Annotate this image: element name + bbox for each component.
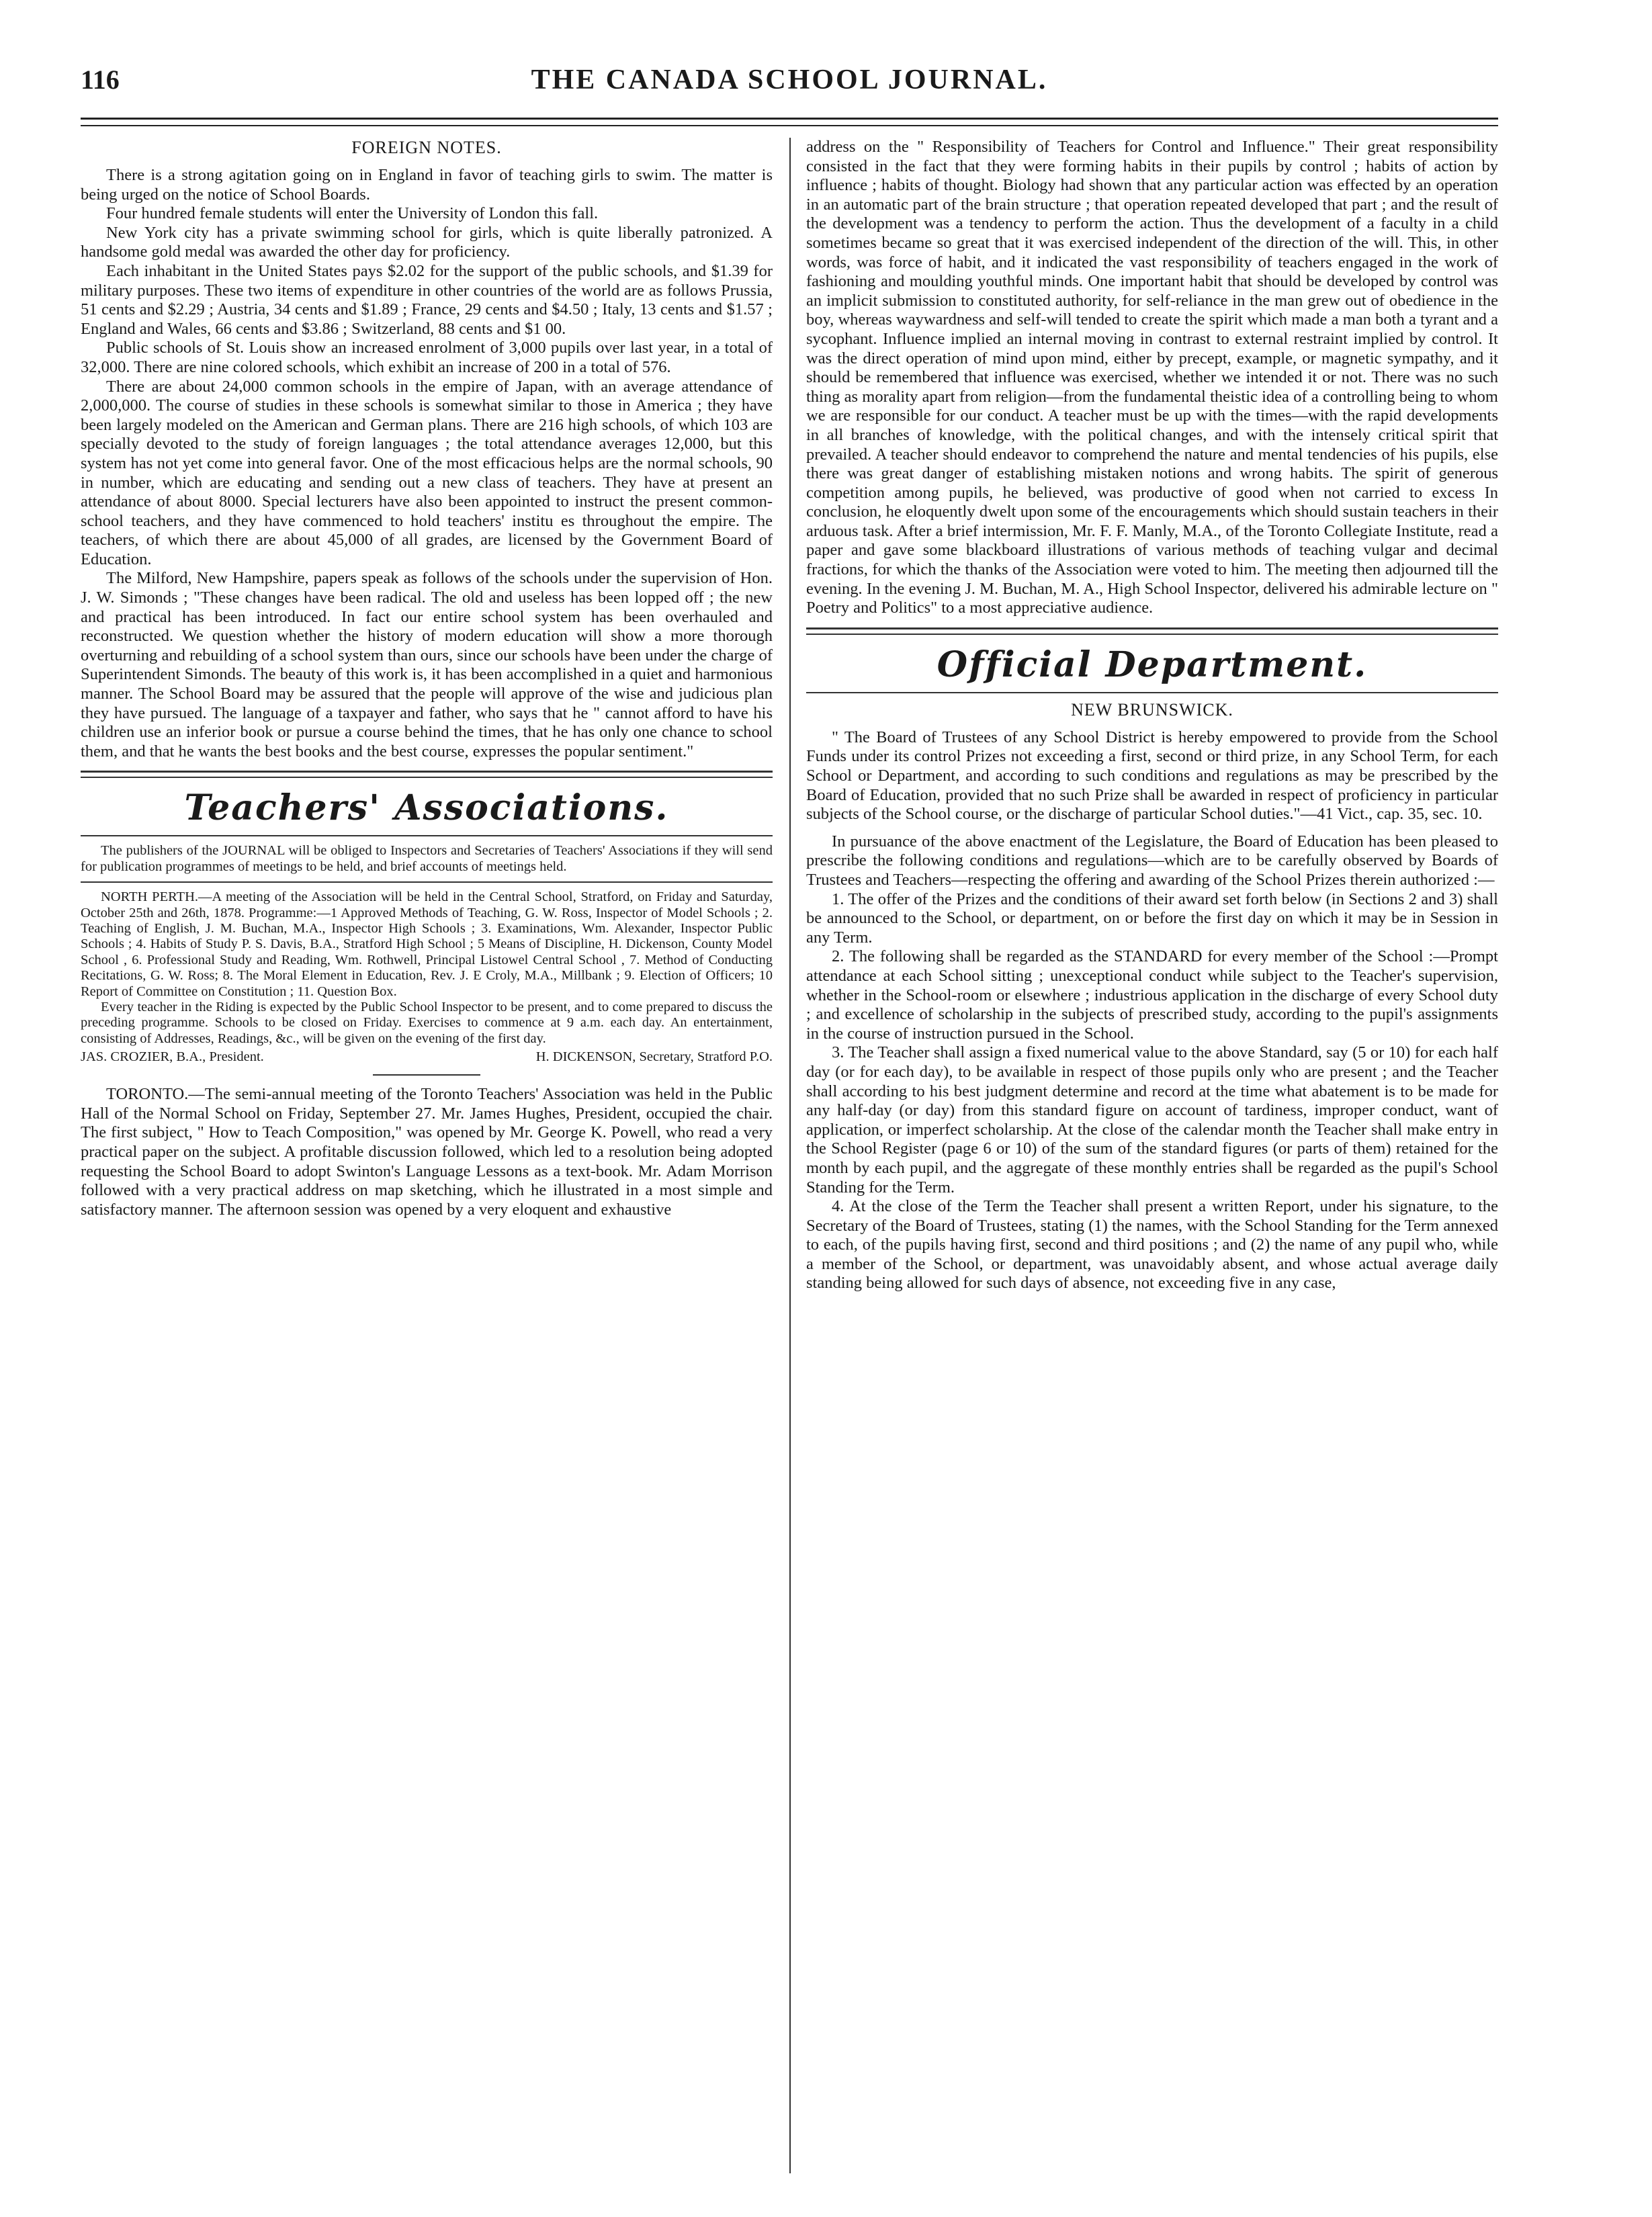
foreign-notes-title: FOREIGN NOTES.: [351, 138, 502, 157]
foreign-note-paragraph: Each inhabitant in the United States pays $2.02 for the support of the public schools, and $1.39 for military purposes. These two items of expenditure in other countries of the world are as follows Prussia, 51 cents and $2.29 ; Austria, 34 cents and $1.89 ; France, 29 cents and $4.50 ; Italy, 13 cents and $1.57 ; England and Wales, 66 cents and $3.86 ; Switzerland, 88 cents and $1 00.: [81, 261, 773, 338]
teachers-associations-heading: Teachers' Associations.: [184, 787, 669, 829]
north-perth-notice: Every teacher in the Riding is expected by the Public School Inspector to be present, and to come prepared to discuss the preceding programme. Schools to be closed on Friday. Exercises to commence at 9 a.m. each day. An entertainment, consisting of Addresses, Readings, &c., will be given on the evening of the first day.: [81, 1000, 773, 1046]
north-perth-body: —A meeting of the Association will be held in the Central School, Stratford, on Friday and Saturday, October 25th and 26th, 1878. Programme:—1 Approved Methods of Teaching, G. W. Ross, Inspector of Model Schools ; 2. Teaching of English, J. M. Buchan, M.A., Inspector High Schools ; 3. Examinations, Wm. Alexander, Inspector Public Schools ; 4. Habits of Study P. S. Davis, B.A., Stratford High School ; 5 Means of Discipline, H. Dickenson, County Model School , 6. Professional Study and Reading, Wm. Rothwell, Principal Listowel Central School , 7. Method of Conducting Recitations, G. W. Ross; 8. The Moral Element in Education, Rev. J. E Croly, M.A., Millbank ; 9. Election of Officers; 10 Report of Committee on Constitution ; 11. Question Box.: [81, 889, 773, 999]
section-rule: [806, 627, 1498, 635]
foreign-note-paragraph: There is a strong agitation going on in England in favor of teaching girls to swim. The matter is being urged on the notice of School Boards.: [81, 166, 773, 204]
left-column: [81, 138, 773, 1219]
north-perth-lead: NORTH PERTH.: [101, 889, 198, 905]
page-number: 116: [81, 64, 120, 95]
column-divider: [789, 138, 791, 2173]
journal-page: [81, 64, 1498, 2173]
regulation-item: 3. The Teacher shall assign a fixed numerical value to the above Standard, say (5 or 10) for each half day (or for each day), to be available in respect of those pupils only who are present ; and the Teacher shall according to his best judgment determine and record at the time what abatement is to be made for any half-day (or day) from this standard figure on account of tardiness, improper conduct, want of application, or imperfect scholarship. At the close of the calendar month the Teacher shall make entry in the School Register (page 6 or 10) of the sum of the standard figures (or parts of them) retained for the month by each pupil, and the aggregate of these monthly entries shall be regarded as the pupil's School Standing for the Term.: [806, 1043, 1498, 1197]
regulation-item: 1. The offer of the Prizes and the conditions of their award set forth below (in Sections 2 and 3) shall be announced to the School, or department, on or before the first day on which it may be in Session in any Term.: [806, 889, 1498, 947]
toronto-lead: TORONTO.: [106, 1085, 189, 1104]
journal-title: THE CANADA SCHOOL JOURNAL.: [531, 64, 1048, 95]
section-rule: [81, 771, 773, 778]
regulation-item: 4. At the close of the Term the Teacher shall present a written Report, under his signature, to the Secretary of the Board of Trustees, stating (1) the names, with the School Standing for the Term annexed to each, of the pupils having first, second and third positions ; and (2) the name of any pupil who, while a member of the School, or department, was unavoidably absent, and whose actual average daily standing being allowed for such days of absence, not exceeding five in any case,: [806, 1197, 1498, 1293]
foreign-note-paragraph: Public schools of St. Louis show an increased enrolment of 3,000 pupils over last year, in a total of 32,000. There are nine colored schools, which exhibit an increase of 200 in a total of 576.: [81, 339, 773, 376]
foreign-note-paragraph: The Milford, New Hampshire, papers speak as follows of the schools under the supervision of Hon. J. W. Simonds ; "These changes have been radical. The old and useless has been lopped off ; the new and practical has been introduced. In fact our entire school system has been overhauled and reconstructed. We question whether the history of modern education will show a more thorough overturning and rebuilding of a school system than ours, since our schools have been under the charge of Superintendent Simonds. The beauty of this work is, it has been accomplished in a quiet and harmonious manner. The School Board may be assured that the people will approve of the wise and judicious plan they have pursued. The language of a taxpayer and father, who says that he " cannot afford to have his children use an inferior book or pursue a course behind the times, that he has only one chance to school them, and that he wants the best books and the best course, expresses the popular sentiment.": [81, 569, 773, 760]
short-rule: [373, 1074, 480, 1076]
foreign-note-paragraph: New York city has a private swimming school for girls, which is quite liberally patronized. A handsome gold medal was awarded the other day for proficiency.: [81, 223, 773, 261]
header-rule: [81, 118, 1498, 126]
section-rule: [81, 835, 773, 836]
section-rule: [806, 692, 1498, 693]
publishers-notice: The publishers of the JOURNAL will be obliged to Inspectors and Secretaries of Teachers' Associations if they will send for publication programmes of meetings to be held, and brief accounts of meetings held.: [81, 843, 773, 874]
foreign-note-paragraph: Four hundred female students will enter the University of London this fall.: [106, 204, 599, 223]
official-department-heading: Official Department.: [937, 644, 1368, 685]
right-column: [806, 138, 1498, 1293]
toronto-body: —The semi-annual meeting of the Toronto Teachers' Association was held in the Public Hall of the Normal School on Friday, September 27. Mr. James Hughes, President, occupied the chair. The first subject, " How to Teach Composition," was opened by Mr. George K. Powell, who read a very practical paper on the subject. A profitable discussion followed, which led to a resolution being adopted requesting the School Board to adopt Swinton's Language Lessons as a text-book. Mr. Adam Morrison followed with a very practical address on map sketching, which he illustrated in a most simple and satisfactory manner. The afternoon session was opened by a very eloquent and exhaustive: [81, 1085, 773, 1219]
new-brunswick-subtitle: NEW BRUNSWICK.: [1071, 699, 1233, 720]
section-rule: [81, 881, 773, 883]
toronto-entry: [81, 1085, 773, 1219]
president-signature: JAS. CROZIER, B.A., President.: [81, 1049, 264, 1065]
north-perth-entry: [81, 889, 773, 1000]
secretary-signature: H. DICKENSON, Secretary, Stratford P.O.: [535, 1049, 773, 1065]
page-header: [81, 64, 1498, 111]
act-quote: " The Board of Trustees of any School District is hereby empowered to provide from the School Funds under its control Prizes not exceeding a first, second or third prize, in any School Term, for each School or Department, and according to such conditions and regulations as may be prescribed by the Board of Education, provided that no such Prize shall be awarded in respect of proficiency in particular subjects of the School course, or the discharge of particular School duties."—41 Vict., cap. 35, sec. 10.: [806, 728, 1498, 824]
regulation-item: 2. The following shall be regarded as the STANDARD for every member of the School :—Prompt attendance at each School sitting ; unexceptional conduct while subject to the Teacher's supervision, whether in the School-room or elsewhere ; industrious application in the discharge of every School duty ; and excellence of scholarship in the subjects of prescribed study, according to the pupil's assignments in the course of instruction pursued in the School.: [806, 947, 1498, 1043]
north-perth-signatures: [81, 1049, 773, 1065]
toronto-continued: address on the " Responsibility of Teachers for Control and Influence." Their great responsibility consisted in the fact that they were forming habits in their pupils by control ; habits of action by influence ; habits of thought. Biology had shown that any particular action was effected by an operation in an automatic part of the brain structure ; that operation repeated developed that part ; and the result of the development was a tendency to perform the action. Thus the development of a faculty in a child sometimes became so great that it was exercised independent of the direction of the will. This, in other words, was force of habit, and it indicated the vast responsibility of teachers engaged in the work of fashioning and moulding youthful minds. One important habit that should be developed by control was an implicit submission to constituted authority, for self-reliance in the man grew out of obedience in the boy, whereas waywardness and self-will tended to create the spirit which made a man both a tyrant and a sycophant. Influence implied an internal moving in contrast to external restraint implied by control. It was the direct operation of mind upon mind, either by precept, example, or magnetic sympathy, and it should be remembered that influence was exercised, whether we intended it or not. There was no such thing as morality apart from religion—from the fundamental theistic idea of a controlling being to whom we are responsible for our conduct. A teacher must be up with the times—with the rapid developments in all branches of knowledge, with the political changes, and with the intensely critical spirit that prevailed. A teacher should endeavor to comprehend the nature and mental tendencies of his pupils, else there was great danger of establishing mistaken notions and wrong habits. The spirit of generous competition among pupils, he believed, was productive of good when not carried to excess In conclusion, he eloquently dwelt upon some of the encouragements which should sustain teachers in their arduous task. After a brief intermission, Mr. F. F. Manly, M.A., of the Toronto Collegiate Institute, read a paper and gave some blackboard illustrations of various methods of teaching vulgar and decimal fractions, for which the thanks of the Association were voted to him. The meeting then adjourned till the evening. In the evening J. M. Buchan, M. A., High School Inspector, delivered his admirable lecture on " Poetry and Politics" to a most appreciative audience.: [806, 138, 1498, 617]
regulations-intro: In pursuance of the above enactment of the Legislature, the Board of Education has been pleased to prescribe the following conditions and regulations—which are to be carefully observed by Boards of Trustees and Teachers—respecting the offering and awarding of the School Prizes therein authorized :—: [806, 832, 1498, 889]
foreign-note-paragraph: There are about 24,000 common schools in the empire of Japan, with an average attendance of 2,000,000. The course of studies in these schools is somewhat similar to those in America ; they have been largely modeled on the American and German plans. There are 216 high schools, of which 103 are specially devoted to the study of foreign languages ; the total attendance averages 12,000, but this system has not yet come into general favor. One of the most efficacious helps are the normal schools, 90 in number, which are educating and sending out a new class of teachers. They have at present an attendance of about 8000. Special lecturers have also been appointed to instruct the present common-school teachers, and they have commenced to hold teachers' institu es throughout the empire. The teachers, of which there are about 45,000 of all grades, are licensed by the Government Board of Education.: [81, 377, 773, 568]
